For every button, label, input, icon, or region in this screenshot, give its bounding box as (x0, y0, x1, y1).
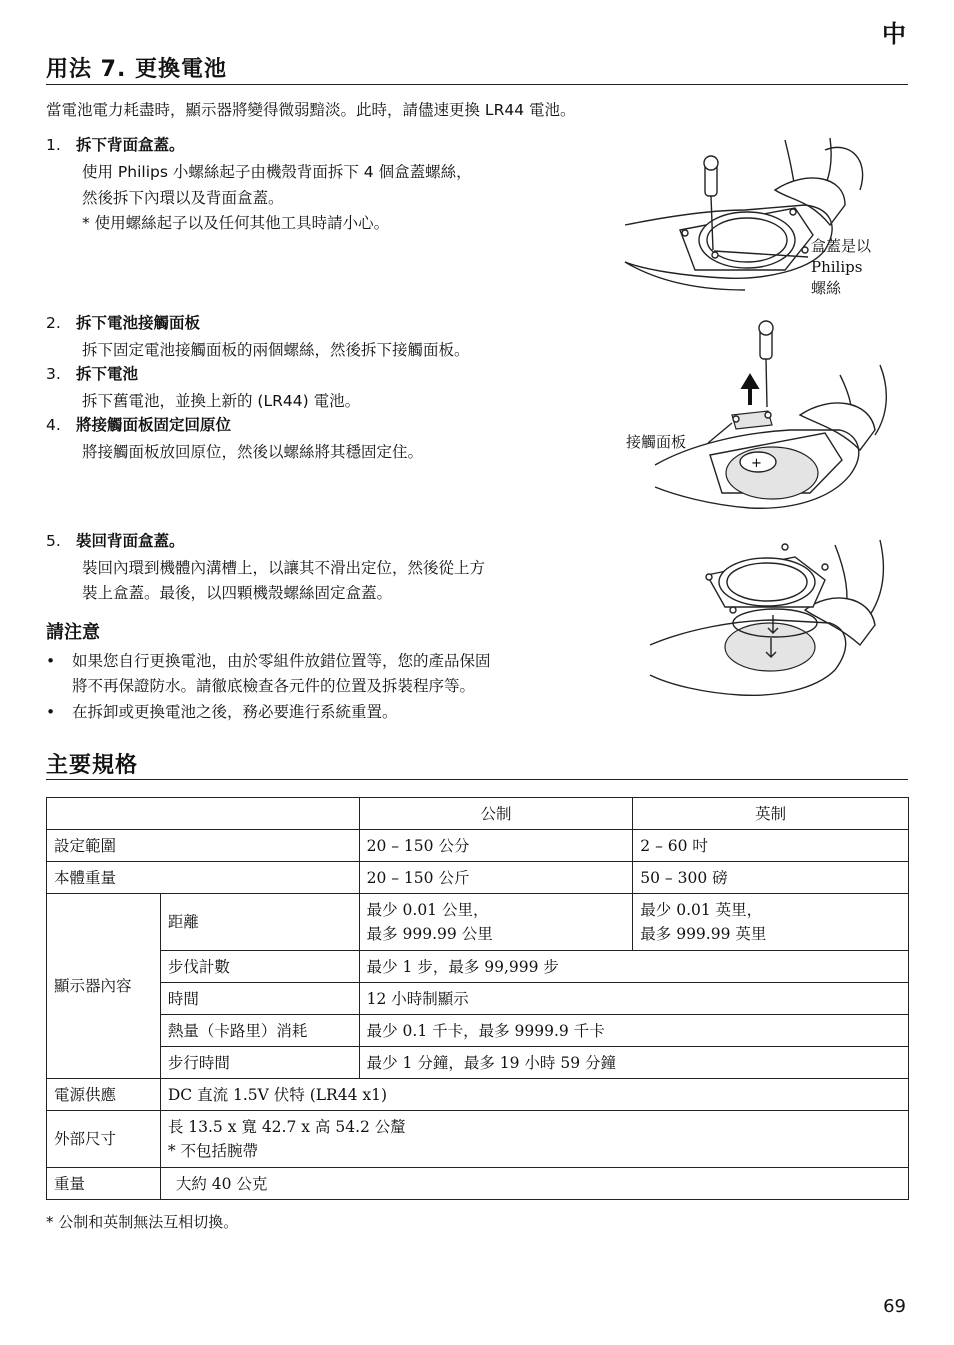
step-number: 3. (46, 365, 61, 383)
table-row (47, 798, 909, 830)
table-row (47, 862, 909, 894)
screwdriver-cap-icon (704, 156, 718, 170)
figure-contact-plate (650, 315, 915, 530)
screw-icon (822, 564, 828, 570)
step-number: 2. (46, 314, 61, 332)
table-row (47, 983, 909, 1015)
table-cell (160, 1111, 908, 1168)
column-header-metric: 公制 (359, 798, 633, 830)
table-row (47, 1015, 909, 1047)
screw-icon (790, 209, 796, 215)
contact-plate-label: 接觸面板 (626, 433, 687, 451)
screw-icon (765, 412, 771, 418)
screw-icon (712, 252, 718, 258)
screw-icon (706, 574, 712, 580)
section-title-battery: 用法 7. 更換電池 (46, 57, 227, 82)
page-number: 69 (883, 1296, 906, 1317)
notice-line: 如果您自行更換電池，由於零組件放錯位置等，您的產品保固 (72, 652, 491, 670)
step-1-caution: * 使用螺絲起子以及任何其他工具時請小心。 (82, 214, 390, 232)
cell-line: * 不包括腕帶 (167, 1142, 259, 1160)
row-label: 電源供應 (47, 1079, 161, 1111)
cell-line: 最少 0.01 英里， (640, 901, 763, 919)
table-cell: 2 – 60 吋 (633, 830, 909, 862)
step-1-line-2: 然後拆下內環以及背面盒蓋。 (82, 189, 284, 207)
notice-line: 將不再保證防水。請徹底檢查各元件的位置及拆裝程序等。 (72, 677, 476, 695)
section-title-specs: 主要規格 (46, 753, 139, 778)
table-row (47, 1168, 909, 1200)
step-title: 拆下電池接觸面板 (76, 314, 201, 332)
title-rule (46, 779, 908, 780)
table-row (47, 951, 909, 983)
cell-line: 最少 0.01 公里， (366, 901, 489, 919)
arrow-up-icon (744, 377, 756, 405)
row-label: 距離 (160, 894, 359, 951)
table-cell: 最少 1 分鐘，最多 19 小時 59 分鐘 (359, 1047, 908, 1079)
notice-item (46, 699, 398, 725)
bullet-icon: • (46, 652, 56, 670)
notice-title: 請注意 (46, 622, 100, 643)
step-2 (46, 310, 200, 336)
step-title: 拆下背面盒蓋。 (76, 136, 185, 154)
spec-table (46, 797, 909, 1200)
bullet-icon: • (46, 703, 56, 721)
intro-text: 當電池電力耗盡時，顯示器將變得微弱黯淡。此時，請儘速更換 LR44 電池。 (46, 101, 576, 119)
back-cover (699, 212, 795, 268)
strap-end (775, 178, 845, 225)
table-cell: 20 – 150 公分 (359, 830, 633, 862)
table-row (47, 894, 909, 951)
table-cell (47, 798, 360, 830)
cover-screw-label (811, 236, 871, 299)
label-line: 盒蓋是以 (811, 237, 872, 255)
row-label: 時間 (160, 983, 359, 1015)
step-5-line-1: 裝回內環到機體內溝槽上，以讓其不滑出定位，然後從上方 (82, 559, 486, 577)
strap-end (800, 403, 875, 450)
row-label: 外部尺寸 (47, 1111, 161, 1168)
footnote: * 公制和英制無法互相切換。 (46, 1213, 239, 1231)
row-label: 重量 (47, 1168, 161, 1200)
strap-line (870, 540, 883, 615)
row-label: 本體重量 (47, 862, 360, 894)
step-title: 將接觸面板固定回原位 (76, 416, 232, 434)
cell-line: 最多 999.99 英里 (640, 925, 767, 943)
screw-icon (682, 230, 688, 236)
row-label: 熱量（卡路里）消耗 (160, 1015, 359, 1047)
row-label: 步伐計數 (160, 951, 359, 983)
label-line: 螺絲 (811, 279, 842, 297)
notice-item (46, 648, 491, 674)
row-label: 步行時間 (160, 1047, 359, 1079)
cell-line: 最多 999.99 公里 (366, 925, 493, 943)
plus-icon: + (751, 456, 762, 471)
strap-end (805, 598, 875, 645)
table-cell: DC 直流 1.5V 伏特 (LR44 x1) (160, 1079, 908, 1111)
label-line: Philips (811, 258, 863, 276)
step-4-line-1: 將接觸面板放回原位，然後以螺絲將其穩固定住。 (82, 443, 424, 461)
cover-face (719, 558, 815, 606)
step-title: 拆下電池 (76, 365, 139, 383)
table-cell: 最少 1 步，最多 99,999 步 (359, 951, 908, 983)
strap-line (875, 365, 886, 435)
step-number: 5. (46, 532, 61, 550)
column-header-imperial: 英制 (633, 798, 909, 830)
row-group-label: 顯示器內容 (47, 894, 161, 1079)
step-1 (46, 132, 185, 158)
table-cell: 50 – 300 磅 (633, 862, 909, 894)
step-3-line-1: 拆下舊電池，並換上新的 (LR44) 電池。 (82, 392, 361, 410)
table-cell (633, 894, 909, 951)
table-cell: 大約 40 公克 (160, 1168, 908, 1200)
table-row (47, 1079, 909, 1111)
step-2-line-1: 拆下固定電池接觸面板的兩個螺絲，然後拆下接觸面板。 (82, 341, 470, 359)
screw-icon (802, 247, 808, 253)
table-cell: 20 – 150 公斤 (359, 862, 633, 894)
step-4 (46, 412, 231, 438)
step-1-line-1: 使用 Philips 小螺絲起子由機殼背面拆下 4 個盒蓋螺絲， (82, 163, 472, 181)
language-mark: 中 (882, 20, 906, 48)
table-row (47, 1111, 909, 1168)
screw-icon (733, 416, 739, 422)
step-number: 1. (46, 136, 61, 154)
screwdriver-cap-icon (759, 321, 773, 335)
table-cell (359, 894, 633, 951)
notice-line: 在拆卸或更換電池之後，務必要進行系統重置。 (72, 703, 398, 721)
table-cell: 最少 0.1 千卡，最多 9999.9 千卡 (359, 1015, 908, 1047)
table-row (47, 830, 909, 862)
title-rule (46, 84, 908, 85)
table-row (47, 1047, 909, 1079)
step-number: 4. (46, 416, 61, 434)
row-label: 設定範圍 (47, 830, 360, 862)
cell-line: 長 13.5 x 寬 42.7 x 高 54.2 公釐 (167, 1118, 406, 1136)
screw-icon (730, 607, 736, 613)
step-title: 裝回背面盒蓋。 (76, 532, 185, 550)
step-5-line-2: 裝上盒蓋。最後，以四顆機殼螺絲固定盒蓋。 (82, 584, 393, 602)
battery-compartment (726, 447, 818, 499)
step-5 (46, 528, 185, 554)
step-3 (46, 361, 138, 387)
screwdriver-shaft-icon (766, 359, 767, 407)
table-cell: 12 小時制顯示 (359, 983, 908, 1015)
figure-reassemble (645, 535, 895, 700)
screw-icon (782, 544, 788, 550)
